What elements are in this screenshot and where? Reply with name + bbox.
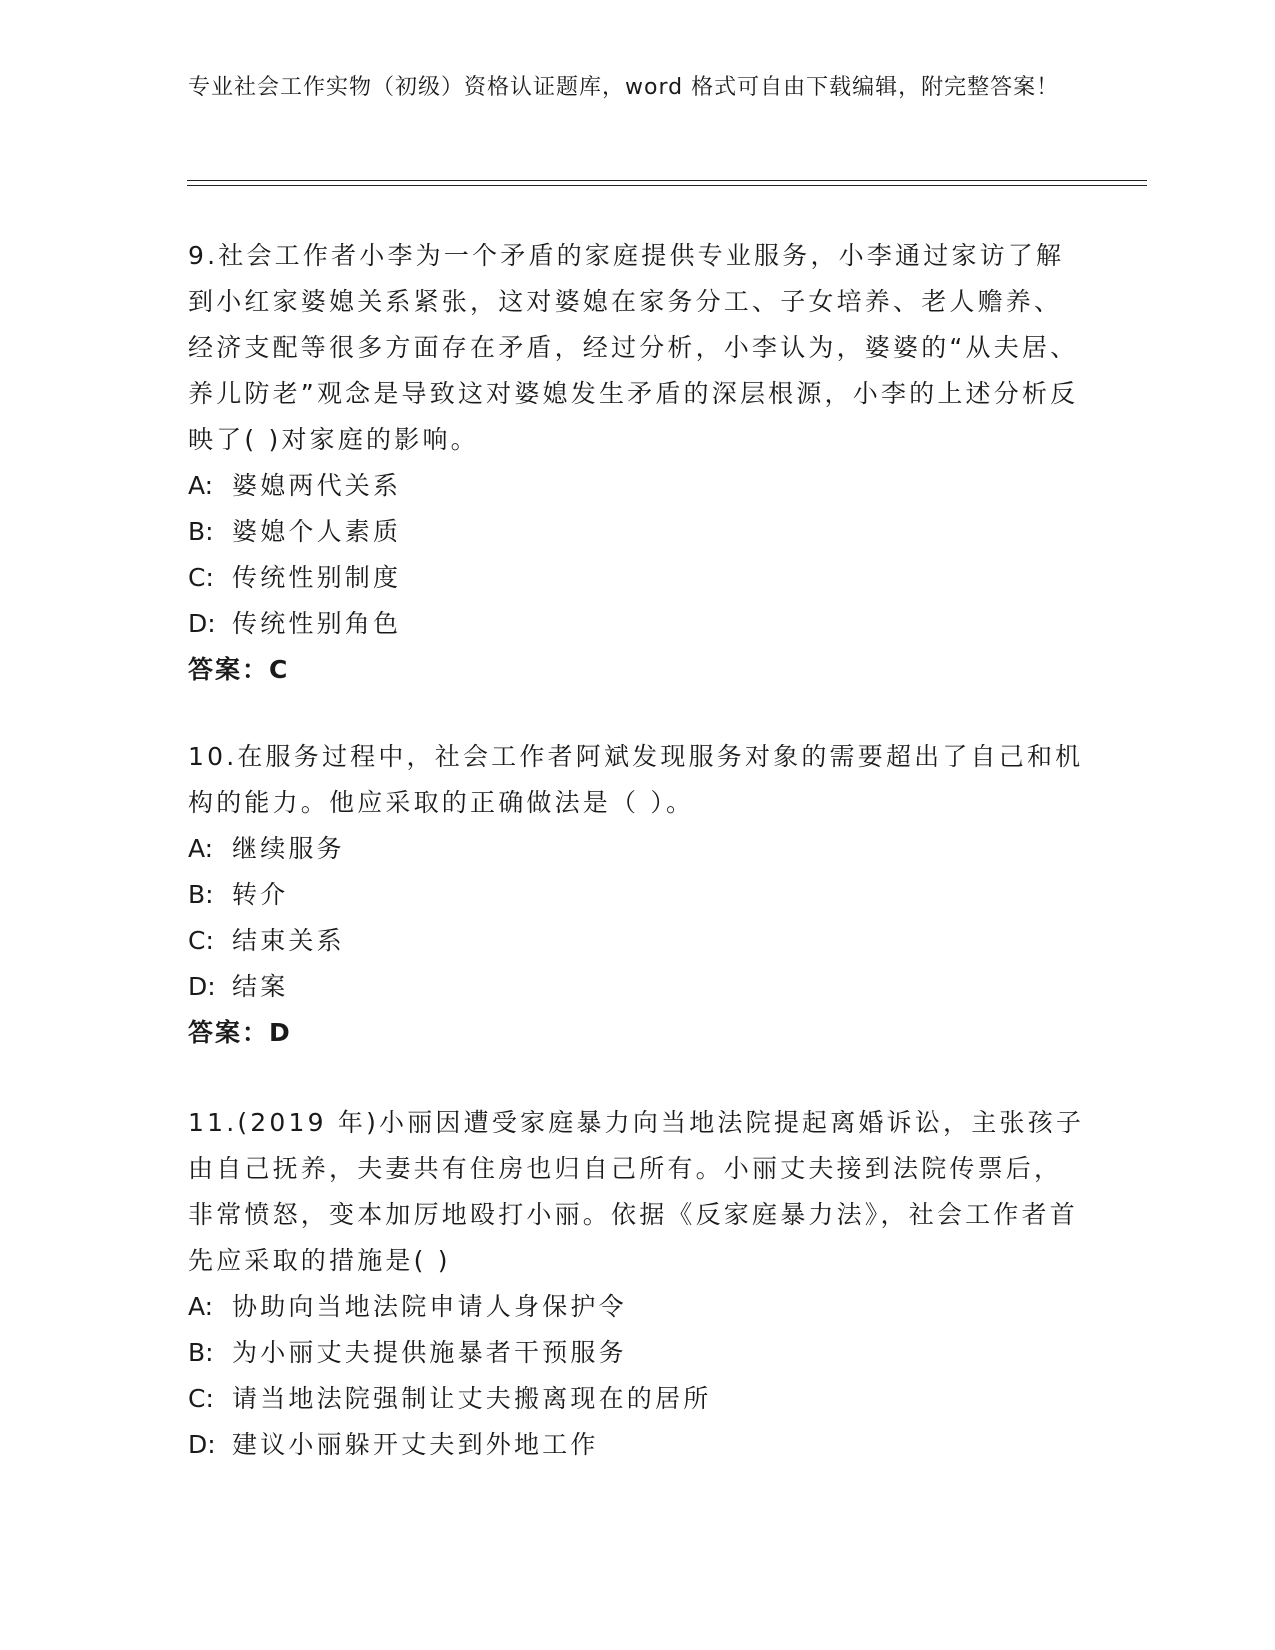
option-text: 转介 bbox=[232, 880, 289, 909]
question-10 bbox=[188, 734, 1088, 1056]
option-text: 结束关系 bbox=[232, 926, 345, 955]
option-letter: B: bbox=[188, 880, 214, 909]
option-text: 建议小丽躲开丈夫到外地工作 bbox=[232, 1430, 599, 1459]
option-d bbox=[188, 601, 1088, 647]
option-a bbox=[188, 463, 1088, 509]
option-letter: C: bbox=[188, 1384, 214, 1413]
option-letter: C: bbox=[188, 563, 214, 592]
option-text: 传统性别制度 bbox=[232, 563, 402, 592]
option-text: 婆媳个人素质 bbox=[232, 517, 402, 546]
option-letter: B: bbox=[188, 517, 214, 546]
option-b bbox=[188, 1330, 1088, 1376]
option-text: 协助向当地法院申请人身保护令 bbox=[232, 1292, 627, 1321]
header-divider-top bbox=[187, 180, 1147, 181]
option-text: 继续服务 bbox=[232, 834, 345, 863]
option-text: 婆媳两代关系 bbox=[232, 471, 402, 500]
option-b bbox=[188, 872, 1088, 918]
option-text: 结案 bbox=[232, 972, 289, 1001]
option-c bbox=[188, 555, 1088, 601]
option-letter: B: bbox=[188, 1338, 214, 1367]
option-text: 为小丽丈夫提供施暴者干预服务 bbox=[232, 1338, 627, 1367]
option-d bbox=[188, 964, 1088, 1010]
question-11 bbox=[188, 1100, 1088, 1468]
page-header: 专业社会工作实物（初级）资格认证题库，word 格式可自由下载编辑，附完整答案！ bbox=[188, 75, 1060, 100]
option-a bbox=[188, 826, 1088, 872]
answer: 答案：D bbox=[188, 1018, 292, 1047]
option-a bbox=[188, 1284, 1088, 1330]
option-letter: C: bbox=[188, 926, 214, 955]
option-letter: D: bbox=[188, 972, 216, 1001]
option-b bbox=[188, 509, 1088, 555]
option-letter: A: bbox=[188, 471, 214, 500]
option-text: 请当地法院强制让丈夫搬离现在的居所 bbox=[232, 1384, 712, 1413]
question-stem: 10.在服务过程中，社会工作者阿斌发现服务对象的需要超出了自己和机构的能力。他应采取的正确做法是（ ）。 bbox=[188, 742, 1084, 817]
question-stem: 9.社会工作者小李为一个矛盾的家庭提供专业服务，小李通过家访了解到小红家婆媳关系紧张，这对婆媳在家务分工、子女培养、老人赡养、经济支配等很多方面存在矛盾，经过分析，小李认为，婆婆的“从夫居、养儿防老”观念是导致这对婆媳发生矛盾的深层根源，小李的上述分析反映了( )对家庭的影响。 bbox=[188, 241, 1079, 454]
question-stem: 11.(2019 年)小丽因遭受家庭暴力向当地法院提起离婚诉讼，主张孩子由自己抚养，夫妻共有住房也归自己所有。小丽丈夫接到法院传票后，非常愤怒，变本加厉地殴打小丽。依据《反家庭暴力法》，社会工作者首先应采取的措施是( ) bbox=[188, 1108, 1085, 1275]
option-letter: A: bbox=[188, 1292, 214, 1321]
question-9 bbox=[188, 233, 1088, 693]
option-letter: D: bbox=[188, 609, 216, 638]
option-text: 传统性别角色 bbox=[232, 609, 402, 638]
option-letter: D: bbox=[188, 1430, 216, 1459]
header-divider-bottom bbox=[187, 185, 1147, 186]
option-c bbox=[188, 918, 1088, 964]
option-d bbox=[188, 1422, 1088, 1468]
option-letter: A: bbox=[188, 834, 214, 863]
answer: 答案：C bbox=[188, 655, 290, 684]
option-c bbox=[188, 1376, 1088, 1422]
